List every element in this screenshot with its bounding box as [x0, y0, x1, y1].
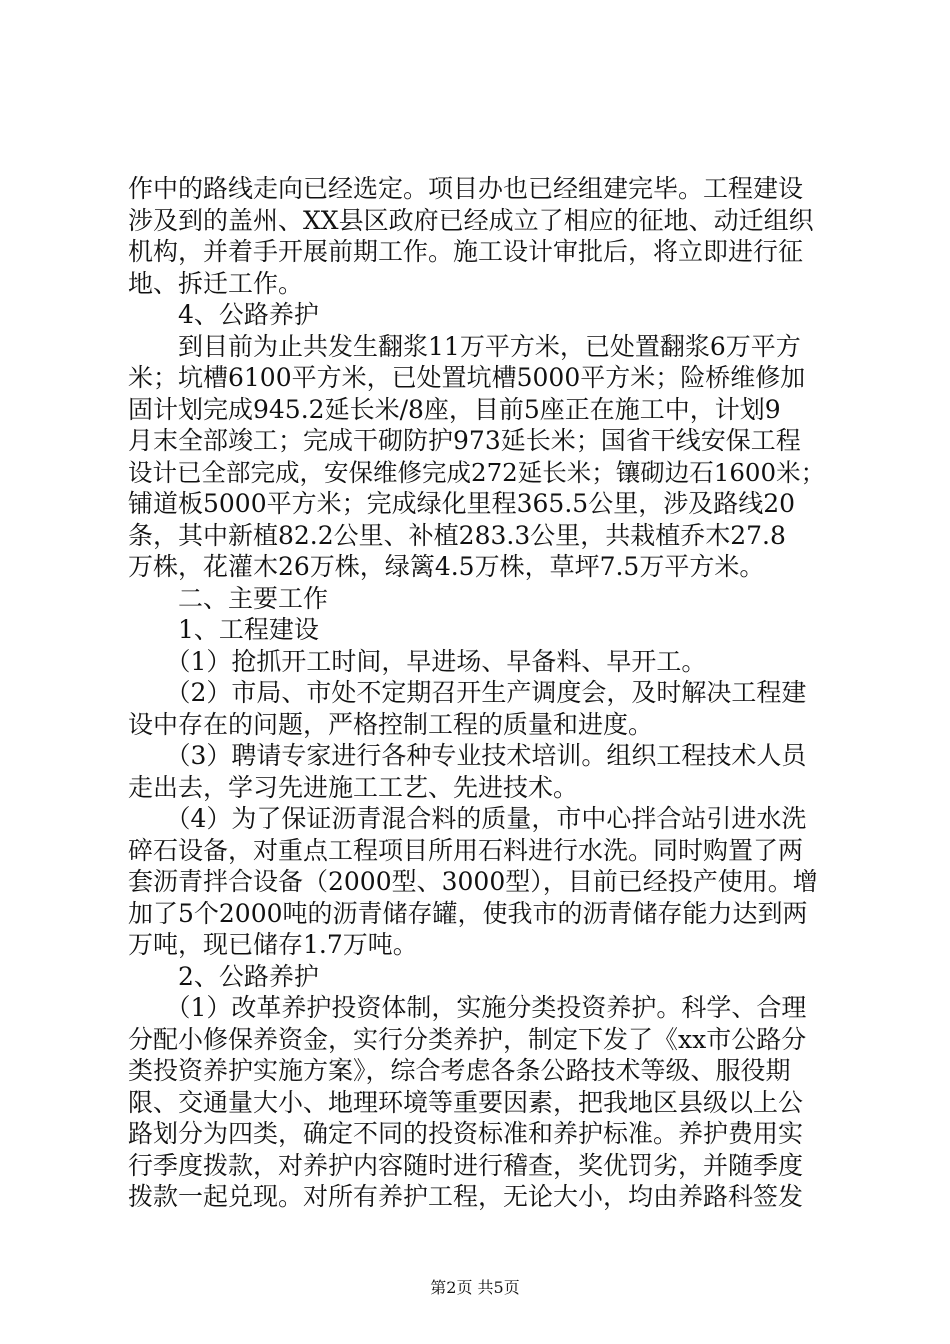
- text-line: 机构，并着手开展前期工作。施工设计审批后，将立即进行征: [128, 237, 804, 266]
- text-line: 固计划完成945.2延长米/8座，目前5座正在施工中，计划9: [128, 394, 781, 424]
- text-line: 类投资养护实施方案》，综合考虑各条公路技术等级、服役期: [128, 1056, 791, 1085]
- text-line: 铺道板5000平方米；完成绿化里程365.5公里，涉及路线20: [128, 489, 796, 518]
- section-heading: 二、主要工作: [128, 583, 329, 613]
- text-line: 加了5个2000吨的沥青储存罐，使我市的沥青储存能力达到两: [128, 898, 808, 928]
- text-line: （4）为了保证沥青混合料的质量，市中心拌合站引进水洗: [128, 804, 807, 833]
- section-heading: 2、公路养护: [128, 961, 319, 991]
- page-footer: 第2页 共5页: [430, 1278, 520, 1297]
- text-line: 到目前为止共发生翻浆11万平方米，已处置翻浆6万平方: [128, 331, 801, 361]
- section-heading: 1、工程建设: [128, 615, 319, 644]
- section-heading: 4、公路养护: [128, 300, 319, 329]
- document-body: [128, 173, 828, 1213]
- text-line: （1）改革养护投资体制，实施分类投资养护。科学、合理: [128, 993, 807, 1022]
- text-line: 拨款一起兑现。对所有养护工程，无论大小，均由养路科签发: [128, 1182, 804, 1211]
- text-line: 作中的路线走向已经选定。项目办也已经组建完毕。工程建设: [128, 174, 804, 203]
- text-line: 走出去，学习先进施工工艺、先进技术。: [128, 772, 579, 802]
- text-line: 设中存在的问题，严格控制工程的质量和进度。: [128, 709, 654, 739]
- text-line: 行季度拨款，对养护内容随时进行稽查，奖优罚劣，并随季度: [128, 1150, 804, 1180]
- text-line: 涉及到的盖州、XX县区政府已经成立了相应的征地、动迁组织: [128, 205, 814, 235]
- text-line: （2）市局、市处不定期召开生产调度会，及时解决工程建: [128, 678, 807, 707]
- text-line: 条，其中新植82.2公里、补植283.3公里，共栽植乔木27.8: [128, 520, 786, 550]
- text-line: 月末全部竣工；完成干砌防护973延长米；国省干线安保工程: [128, 426, 801, 455]
- text-line: 碎石设备，对重点工程项目所用石料进行水洗。同时购置了两: [128, 835, 804, 865]
- text-line: 万株，花灌木26万株，绿篱4.5万株，草坪7.5万平方米。: [128, 552, 765, 581]
- text-line: 路划分为四类，确定不同的投资标准和养护标准。养护费用实: [128, 1119, 804, 1148]
- text-line: 套沥青拌合设备（2000型、3000型），目前已经投产使用。增: [128, 867, 818, 896]
- text-line: 设计已全部完成，安保维修完成272延长米；镶砌边石1600米；: [128, 457, 826, 487]
- text-line: 地、拆迁工作。: [128, 268, 304, 298]
- text-line: （3）聘请专家进行各种专业技术培训。组织工程技术人员: [128, 741, 807, 770]
- text-line: 万吨，现已储存1.7万吨。: [128, 930, 418, 959]
- text-line: 米；坑槽6100平方米，已处置坑槽5000平方米；险桥维修加: [128, 363, 806, 392]
- text-line: （1）抢抓开工时间，早进场、早备料、早开工。: [128, 646, 707, 676]
- text-line: 分配小修保养资金，实行分类养护，制定下发了《xx市公路分: [128, 1024, 807, 1054]
- text-line: 限、交通量大小、地理环境等重要因素，把我地区县级以上公: [128, 1087, 804, 1117]
